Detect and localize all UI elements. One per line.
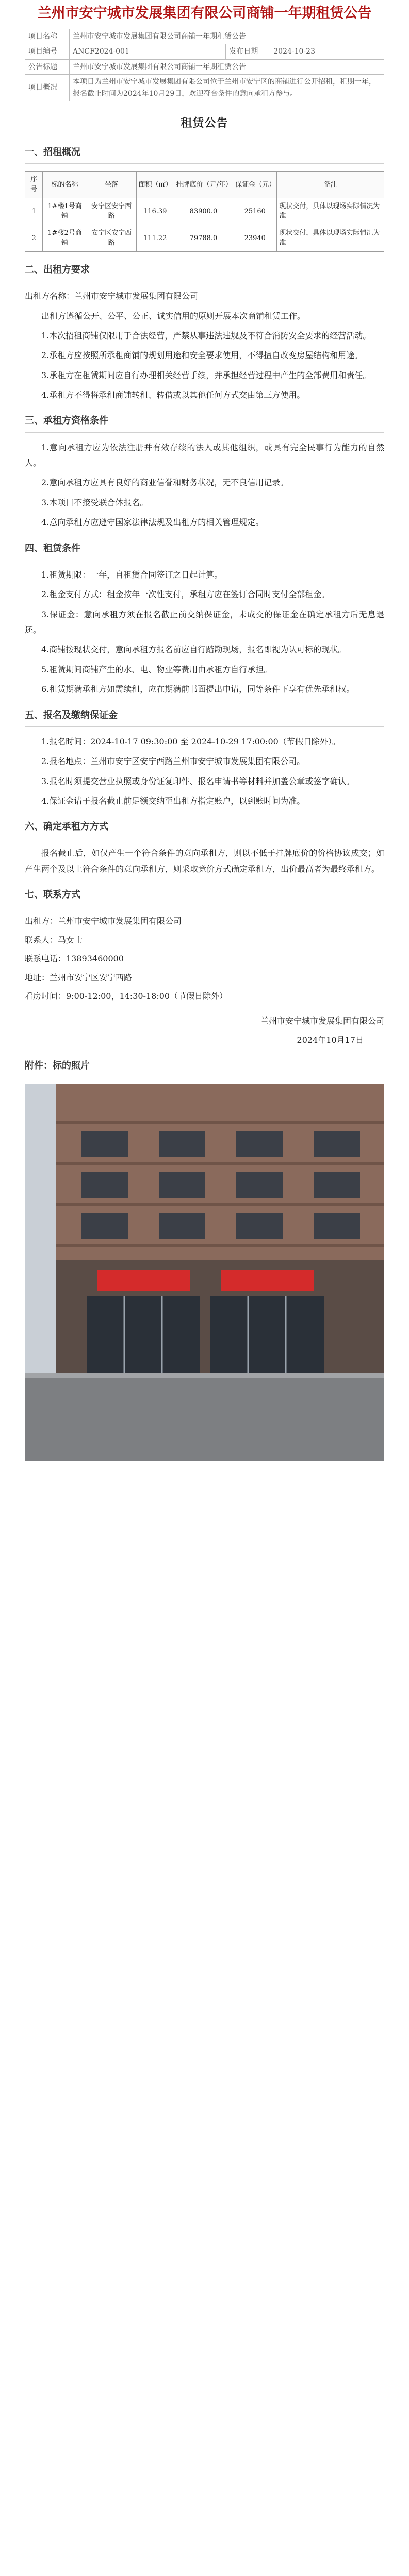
column-header: 挂牌底价（元/年） [174, 171, 233, 198]
meta-row-project [25, 29, 384, 44]
cell-area: 111.22 [136, 225, 174, 251]
paragraph: 1.租赁期限：一年，自租赁合同签订之日起计算。 [41, 569, 223, 580]
cell-price: 79788.0 [174, 225, 233, 251]
column-header: 备注 [277, 171, 384, 198]
paragraph: 1.本次招租商铺仅限用于合法经营，严禁从事违法违规及不符合消防安全要求的经营活动。 [41, 330, 371, 341]
listing-table [25, 171, 384, 252]
meta-table [25, 29, 384, 101]
paragraph: 2.租金支付方式：租金按年一次性支付，承租方应在签订合同时支付全部租金。 [41, 589, 330, 600]
table-row [25, 198, 384, 225]
cell-name: 1#楼2号商铺 [43, 225, 87, 251]
cell-note: 现状交付，具体以现场实际情况为准 [277, 225, 384, 251]
meta-value: 本项目为兰州市安宁城市发展集团有限公司位于兰州市安宁区的商铺进行公开招租，租期一年，报名截止时间为2024年10月29日，欢迎符合条件的意向承租方参与。 [70, 75, 384, 101]
paragraph: 5.租赁期间商铺产生的水、电、物业等费用由承租方自行承担。 [41, 664, 272, 674]
meta-key: 发布日期 [226, 44, 270, 59]
paragraph: 2.承租方应按照所承租商铺的规划用途和安全要求使用，不得擅自改变房屋结构和用途。 [41, 350, 363, 361]
section-title: 附件：标的照片 [25, 1057, 384, 1077]
meta-row-number [25, 44, 384, 59]
meta-key: 项目概况 [25, 75, 70, 101]
meta-key: 项目名称 [25, 29, 70, 44]
pavement [25, 1373, 384, 1461]
table-row [25, 225, 384, 251]
column-header: 坐落 [87, 171, 136, 198]
paragraph: 6.租赁期满承租方如需续租，应在期满前书面提出申请，同等条件下享有优先承租权。 [41, 684, 355, 694]
contact-line: 联系人：马女士 [25, 935, 83, 945]
cell-deposit: 25160 [233, 198, 277, 225]
section-title: 二、出租方要求 [25, 261, 384, 281]
storefront-photo [25, 1084, 384, 1461]
section-title: 七、联系方式 [25, 886, 384, 906]
table-header-row [25, 171, 384, 198]
document-title: 兰州市安宁城市发展集团有限公司商铺一年期租赁公告 [37, 5, 372, 21]
cell-location: 安宁区安宁西路 [87, 225, 136, 251]
contact-line: 出租方：兰州市安宁城市发展集团有限公司 [25, 916, 182, 926]
shop-sign-right [221, 1270, 314, 1291]
paragraph: 1.报名时间：2024-10-17 09:30:00 至 2024-10-29 17:00:00（节假日除外）。 [41, 736, 340, 747]
building-photo-illustration [25, 1084, 384, 1461]
section-title: 三、承租方资格条件 [25, 412, 384, 432]
cell-no: 2 [25, 225, 43, 251]
column-header: 保证金（元） [233, 171, 277, 198]
meta-key: 项目编号 [25, 44, 70, 59]
meta-row-overview [25, 75, 384, 101]
meta-value: 兰州市安宁城市发展集团有限公司商铺一年期租赁公告 [70, 29, 384, 44]
lessor-name: 出租方名称：兰州市安宁城市发展集团有限公司 [25, 291, 199, 301]
section-title: 一、招租概况 [25, 144, 384, 164]
section-title: 六、确定承租方方式 [25, 818, 384, 838]
cell-note: 现状交付，具体以现场实际情况为准 [277, 198, 384, 225]
contact-line: 地址：兰州市安宁区安宁西路 [25, 972, 133, 982]
meta-key: 公告标题 [25, 59, 70, 74]
section-title: 五、报名及缴纳保证金 [25, 707, 384, 727]
signature-date: 2024年10月17日 [297, 1035, 364, 1045]
contact-line: 看房时间：9:00-12:00，14:30-18:00（节假日除外） [25, 991, 228, 1001]
notice-title: 租赁公告 [181, 116, 228, 130]
paragraph: 2.报名地点：兰州市安宁区安宁西路兰州市安宁城市发展集团有限公司。 [41, 756, 305, 767]
paragraph: 4.承租方不得将承租商铺转租、转借或以其他任何方式交由第三方使用。 [41, 390, 305, 400]
column-header: 标的名称 [43, 171, 87, 198]
meta-row-title [25, 59, 384, 74]
cell-area: 116.39 [136, 198, 174, 225]
contact-phone: 联系电话：13893460000 [25, 954, 124, 964]
cell-deposit: 23940 [233, 225, 277, 251]
paragraph: 3.本项目不接受联合体报名。 [41, 497, 149, 507]
cell-name: 1#楼1号商铺 [43, 198, 87, 225]
paragraph: 3.保证金：意向承租方须在报名截止前交纳保证金，未成交的保证金在确定承租方后无息退还。 [25, 609, 384, 635]
paragraph: 3.报名时须提交营业执照或身份证复印件、报名申请书等材料并加盖公章或签字确认。 [41, 776, 355, 786]
paragraph: 报名截止后，如仅产生一个符合条件的意向承租方，则以不低于挂牌底价的价格协议成交；如产生两个及以上符合条件的意向承租方，则采取竞价方式确定承租方，出价最高者为最终承租方。 [25, 848, 384, 874]
curb [25, 1373, 384, 1378]
column-header: 序号 [25, 171, 43, 198]
paragraph: 4.意向承租方应遵守国家法律法规及出租方的相关管理规定。 [41, 517, 264, 528]
signature-org: 兰州市安宁城市发展集团有限公司 [260, 1016, 384, 1026]
paragraph: 出租方遵循公开、公平、公正、诚实信用的原则开展本次商铺租赁工作。 [41, 311, 306, 321]
cell-price: 83900.0 [174, 198, 233, 225]
paragraph: 1.意向承租方应为依法注册并有效存续的法人或其他组织，或具有完全民事行为能力的自然人。 [25, 442, 384, 468]
meta-value: ANCF2024-001 [70, 44, 226, 59]
column-header: 面积（㎡） [136, 171, 174, 198]
meta-value: 兰州市安宁城市发展集团有限公司商铺一年期租赁公告 [70, 59, 384, 74]
meta-value: 2024-10-23 [270, 44, 384, 59]
paragraph: 4.保证金请于报名截止前足额交纳至出租方指定账户，以到账时间为准。 [41, 795, 305, 806]
paragraph: 3.承租方在租赁期间应自行办理相关经营手续，并承担经营过程中产生的全部费用和责任。 [41, 370, 371, 380]
paragraph: 4.商铺按现状交付，意向承租方报名前应自行踏勘现场，报名即视为认可标的现状。 [41, 645, 347, 655]
shop-sign-left [97, 1270, 190, 1291]
cell-no: 1 [25, 198, 43, 225]
cell-location: 安宁区安宁西路 [87, 198, 136, 225]
section-title: 四、租赁条件 [25, 540, 384, 560]
paragraph: 2.意向承租方应具有良好的商业信誉和财务状况，无不良信用记录。 [41, 478, 289, 488]
